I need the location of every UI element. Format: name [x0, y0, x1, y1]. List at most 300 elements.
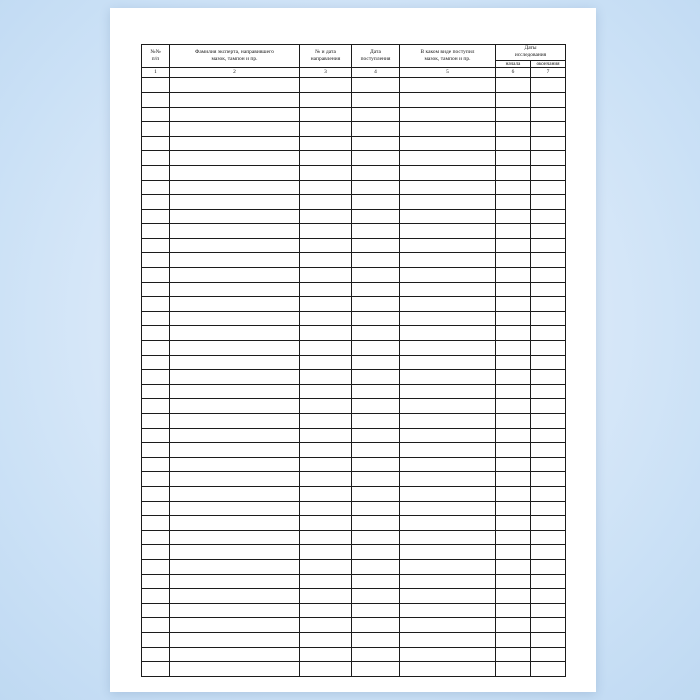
table-cell[interactable] — [400, 341, 496, 356]
table-row[interactable] — [142, 151, 566, 166]
table-row[interactable] — [142, 647, 566, 662]
table-cell[interactable] — [496, 253, 531, 268]
table-cell[interactable] — [142, 122, 170, 137]
table-cell[interactable] — [496, 209, 531, 224]
table-cell[interactable] — [496, 268, 531, 283]
table-row[interactable] — [142, 574, 566, 589]
table-cell[interactable] — [352, 399, 400, 414]
table-cell[interactable] — [352, 341, 400, 356]
table-cell[interactable] — [400, 662, 496, 677]
table-cell[interactable] — [300, 151, 352, 166]
table-cell[interactable] — [142, 662, 170, 677]
table-cell[interactable] — [170, 253, 300, 268]
table-cell[interactable] — [170, 618, 300, 633]
table-row[interactable] — [142, 297, 566, 312]
table-cell[interactable] — [170, 589, 300, 604]
table-cell[interactable] — [531, 574, 566, 589]
table-cell[interactable] — [400, 647, 496, 662]
table-row[interactable] — [142, 457, 566, 472]
table-cell[interactable] — [531, 472, 566, 487]
table-cell[interactable] — [142, 486, 170, 501]
table-cell[interactable] — [352, 122, 400, 137]
table-row[interactable] — [142, 78, 566, 93]
table-cell[interactable] — [352, 180, 400, 195]
table-cell[interactable] — [142, 311, 170, 326]
table-cell[interactable] — [400, 603, 496, 618]
table-cell[interactable] — [300, 545, 352, 560]
table-cell[interactable] — [400, 486, 496, 501]
table-cell[interactable] — [170, 501, 300, 516]
table-row[interactable] — [142, 443, 566, 458]
table-cell[interactable] — [400, 545, 496, 560]
table-cell[interactable] — [352, 384, 400, 399]
table-cell[interactable] — [142, 399, 170, 414]
table-cell[interactable] — [531, 632, 566, 647]
table-cell[interactable] — [170, 122, 300, 137]
table-cell[interactable] — [496, 603, 531, 618]
table-cell[interactable] — [531, 311, 566, 326]
table-cell[interactable] — [496, 414, 531, 429]
table-row[interactable] — [142, 92, 566, 107]
table-cell[interactable] — [142, 355, 170, 370]
table-cell[interactable] — [352, 574, 400, 589]
table-cell[interactable] — [170, 224, 300, 239]
table-cell[interactable] — [142, 151, 170, 166]
table-cell[interactable] — [531, 589, 566, 604]
table-cell[interactable] — [496, 326, 531, 341]
table-row[interactable] — [142, 311, 566, 326]
table-row[interactable] — [142, 384, 566, 399]
table-cell[interactable] — [352, 632, 400, 647]
table-row[interactable] — [142, 209, 566, 224]
table-cell[interactable] — [142, 530, 170, 545]
table-cell[interactable] — [352, 268, 400, 283]
table-cell[interactable] — [300, 589, 352, 604]
table-cell[interactable] — [300, 311, 352, 326]
table-cell[interactable] — [300, 384, 352, 399]
table-cell[interactable] — [352, 443, 400, 458]
table-row[interactable] — [142, 501, 566, 516]
table-cell[interactable] — [142, 516, 170, 531]
table-cell[interactable] — [531, 501, 566, 516]
table-cell[interactable] — [300, 501, 352, 516]
table-row[interactable] — [142, 545, 566, 560]
table-cell[interactable] — [352, 545, 400, 560]
table-cell[interactable] — [400, 180, 496, 195]
table-cell[interactable] — [352, 297, 400, 312]
table-cell[interactable] — [300, 107, 352, 122]
table-cell[interactable] — [496, 457, 531, 472]
table-cell[interactable] — [352, 209, 400, 224]
table-cell[interactable] — [352, 151, 400, 166]
table-cell[interactable] — [142, 92, 170, 107]
table-row[interactable] — [142, 238, 566, 253]
table-cell[interactable] — [400, 501, 496, 516]
table-cell[interactable] — [142, 428, 170, 443]
table-cell[interactable] — [300, 238, 352, 253]
table-cell[interactable] — [170, 443, 300, 458]
table-cell[interactable] — [170, 647, 300, 662]
table-cell[interactable] — [352, 589, 400, 604]
table-cell[interactable] — [496, 151, 531, 166]
table-cell[interactable] — [352, 282, 400, 297]
table-cell[interactable] — [300, 559, 352, 574]
table-cell[interactable] — [496, 92, 531, 107]
table-cell[interactable] — [496, 311, 531, 326]
table-row[interactable] — [142, 370, 566, 385]
table-cell[interactable] — [531, 326, 566, 341]
table-cell[interactable] — [142, 589, 170, 604]
table-cell[interactable] — [142, 238, 170, 253]
table-cell[interactable] — [170, 92, 300, 107]
table-cell[interactable] — [531, 414, 566, 429]
table-cell[interactable] — [170, 341, 300, 356]
table-cell[interactable] — [531, 107, 566, 122]
table-cell[interactable] — [531, 282, 566, 297]
table-cell[interactable] — [496, 559, 531, 574]
table-cell[interactable] — [352, 662, 400, 677]
table-cell[interactable] — [496, 122, 531, 137]
table-cell[interactable] — [400, 151, 496, 166]
table-cell[interactable] — [300, 165, 352, 180]
table-cell[interactable] — [531, 428, 566, 443]
table-cell[interactable] — [400, 589, 496, 604]
table-cell[interactable] — [352, 136, 400, 151]
table-cell[interactable] — [170, 603, 300, 618]
table-cell[interactable] — [531, 618, 566, 633]
table-cell[interactable] — [496, 297, 531, 312]
table-cell[interactable] — [142, 574, 170, 589]
table-cell[interactable] — [496, 501, 531, 516]
table-cell[interactable] — [300, 428, 352, 443]
table-cell[interactable] — [400, 355, 496, 370]
table-cell[interactable] — [496, 399, 531, 414]
table-cell[interactable] — [352, 165, 400, 180]
table-cell[interactable] — [170, 516, 300, 531]
table-cell[interactable] — [352, 516, 400, 531]
table-cell[interactable] — [170, 414, 300, 429]
table-cell[interactable] — [300, 209, 352, 224]
table-cell[interactable] — [170, 574, 300, 589]
table-cell[interactable] — [352, 530, 400, 545]
table-cell[interactable] — [142, 647, 170, 662]
table-cell[interactable] — [352, 107, 400, 122]
table-cell[interactable] — [170, 297, 300, 312]
table-cell[interactable] — [352, 603, 400, 618]
table-cell[interactable] — [496, 78, 531, 93]
table-cell[interactable] — [400, 209, 496, 224]
table-cell[interactable] — [352, 647, 400, 662]
table-cell[interactable] — [531, 341, 566, 356]
table-cell[interactable] — [400, 195, 496, 210]
table-cell[interactable] — [352, 253, 400, 268]
table-cell[interactable] — [496, 195, 531, 210]
table-row[interactable] — [142, 559, 566, 574]
table-cell[interactable] — [352, 195, 400, 210]
table-cell[interactable] — [170, 180, 300, 195]
table-cell[interactable] — [531, 297, 566, 312]
table-cell[interactable] — [352, 224, 400, 239]
table-cell[interactable] — [300, 122, 352, 137]
table-cell[interactable] — [400, 311, 496, 326]
table-cell[interactable] — [142, 545, 170, 560]
table-cell[interactable] — [142, 501, 170, 516]
table-cell[interactable] — [352, 326, 400, 341]
table-cell[interactable] — [170, 545, 300, 560]
table-cell[interactable] — [496, 632, 531, 647]
table-row[interactable] — [142, 662, 566, 677]
table-cell[interactable] — [496, 530, 531, 545]
table-cell[interactable] — [142, 107, 170, 122]
table-cell[interactable] — [170, 238, 300, 253]
table-cell[interactable] — [531, 516, 566, 531]
table-cell[interactable] — [300, 355, 352, 370]
table-cell[interactable] — [300, 282, 352, 297]
table-cell[interactable] — [400, 268, 496, 283]
table-row[interactable] — [142, 341, 566, 356]
table-cell[interactable] — [496, 618, 531, 633]
table-cell[interactable] — [531, 253, 566, 268]
table-cell[interactable] — [400, 516, 496, 531]
table-cell[interactable] — [142, 165, 170, 180]
table-cell[interactable] — [142, 414, 170, 429]
table-cell[interactable] — [400, 399, 496, 414]
table-cell[interactable] — [300, 78, 352, 93]
table-cell[interactable] — [142, 370, 170, 385]
table-cell[interactable] — [496, 516, 531, 531]
table-row[interactable] — [142, 107, 566, 122]
table-cell[interactable] — [531, 486, 566, 501]
table-cell[interactable] — [300, 516, 352, 531]
table-row[interactable] — [142, 399, 566, 414]
table-cell[interactable] — [300, 443, 352, 458]
table-row[interactable] — [142, 268, 566, 283]
table-cell[interactable] — [170, 632, 300, 647]
table-row[interactable] — [142, 122, 566, 137]
table-cell[interactable] — [496, 428, 531, 443]
table-cell[interactable] — [531, 662, 566, 677]
table-cell[interactable] — [142, 268, 170, 283]
table-cell[interactable] — [300, 92, 352, 107]
table-cell[interactable] — [300, 414, 352, 429]
table-cell[interactable] — [496, 472, 531, 487]
table-cell[interactable] — [531, 647, 566, 662]
table-cell[interactable] — [352, 311, 400, 326]
table-cell[interactable] — [170, 559, 300, 574]
table-cell[interactable] — [531, 92, 566, 107]
table-cell[interactable] — [531, 355, 566, 370]
table-cell[interactable] — [300, 632, 352, 647]
table-cell[interactable] — [352, 238, 400, 253]
table-cell[interactable] — [531, 457, 566, 472]
table-cell[interactable] — [496, 180, 531, 195]
table-cell[interactable] — [142, 282, 170, 297]
table-cell[interactable] — [170, 472, 300, 487]
table-cell[interactable] — [300, 341, 352, 356]
table-cell[interactable] — [400, 282, 496, 297]
table-cell[interactable] — [142, 224, 170, 239]
table-cell[interactable] — [496, 355, 531, 370]
table-cell[interactable] — [300, 662, 352, 677]
table-cell[interactable] — [531, 224, 566, 239]
table-row[interactable] — [142, 603, 566, 618]
table-cell[interactable] — [400, 559, 496, 574]
table-cell[interactable] — [142, 457, 170, 472]
table-cell[interactable] — [496, 165, 531, 180]
table-cell[interactable] — [352, 355, 400, 370]
table-row[interactable] — [142, 472, 566, 487]
table-cell[interactable] — [300, 268, 352, 283]
table-cell[interactable] — [400, 370, 496, 385]
table-cell[interactable] — [170, 209, 300, 224]
table-cell[interactable] — [531, 268, 566, 283]
table-cell[interactable] — [352, 428, 400, 443]
table-cell[interactable] — [142, 472, 170, 487]
table-cell[interactable] — [352, 559, 400, 574]
table-row[interactable] — [142, 355, 566, 370]
table-cell[interactable] — [531, 530, 566, 545]
table-cell[interactable] — [300, 530, 352, 545]
table-cell[interactable] — [400, 78, 496, 93]
table-cell[interactable] — [170, 355, 300, 370]
table-cell[interactable] — [142, 136, 170, 151]
table-cell[interactable] — [400, 326, 496, 341]
table-cell[interactable] — [531, 399, 566, 414]
table-cell[interactable] — [531, 78, 566, 93]
table-cell[interactable] — [170, 268, 300, 283]
table-cell[interactable] — [400, 414, 496, 429]
table-cell[interactable] — [170, 662, 300, 677]
table-cell[interactable] — [300, 618, 352, 633]
table-row[interactable] — [142, 428, 566, 443]
table-cell[interactable] — [496, 136, 531, 151]
table-cell[interactable] — [300, 457, 352, 472]
table-row[interactable] — [142, 516, 566, 531]
table-cell[interactable] — [142, 326, 170, 341]
table-cell[interactable] — [531, 370, 566, 385]
table-cell[interactable] — [352, 78, 400, 93]
table-cell[interactable] — [531, 122, 566, 137]
table-cell[interactable] — [531, 603, 566, 618]
table-cell[interactable] — [300, 370, 352, 385]
table-cell[interactable] — [531, 195, 566, 210]
table-cell[interactable] — [142, 384, 170, 399]
table-cell[interactable] — [531, 180, 566, 195]
table-cell[interactable] — [531, 209, 566, 224]
table-cell[interactable] — [300, 486, 352, 501]
table-cell[interactable] — [496, 238, 531, 253]
table-cell[interactable] — [400, 530, 496, 545]
table-cell[interactable] — [300, 136, 352, 151]
table-cell[interactable] — [352, 486, 400, 501]
table-cell[interactable] — [531, 545, 566, 560]
table-cell[interactable] — [300, 472, 352, 487]
table-cell[interactable] — [300, 297, 352, 312]
table-cell[interactable] — [142, 195, 170, 210]
table-cell[interactable] — [170, 136, 300, 151]
table-row[interactable] — [142, 618, 566, 633]
table-row[interactable] — [142, 165, 566, 180]
table-cell[interactable] — [170, 428, 300, 443]
table-cell[interactable] — [170, 326, 300, 341]
table-cell[interactable] — [142, 341, 170, 356]
table-cell[interactable] — [142, 559, 170, 574]
table-cell[interactable] — [300, 180, 352, 195]
table-cell[interactable] — [170, 107, 300, 122]
table-cell[interactable] — [400, 457, 496, 472]
table-row[interactable] — [142, 530, 566, 545]
table-cell[interactable] — [142, 180, 170, 195]
table-cell[interactable] — [400, 136, 496, 151]
table-cell[interactable] — [496, 589, 531, 604]
table-cell[interactable] — [400, 92, 496, 107]
table-cell[interactable] — [400, 165, 496, 180]
table-cell[interactable] — [496, 662, 531, 677]
table-cell[interactable] — [531, 559, 566, 574]
table-cell[interactable] — [300, 253, 352, 268]
table-cell[interactable] — [400, 238, 496, 253]
table-cell[interactable] — [496, 443, 531, 458]
table-cell[interactable] — [142, 618, 170, 633]
table-row[interactable] — [142, 326, 566, 341]
table-cell[interactable] — [300, 195, 352, 210]
table-row[interactable] — [142, 224, 566, 239]
table-cell[interactable] — [142, 603, 170, 618]
table-cell[interactable] — [170, 151, 300, 166]
table-cell[interactable] — [400, 253, 496, 268]
table-cell[interactable] — [300, 224, 352, 239]
table-row[interactable] — [142, 180, 566, 195]
table-cell[interactable] — [142, 209, 170, 224]
table-cell[interactable] — [531, 384, 566, 399]
table-cell[interactable] — [496, 224, 531, 239]
table-cell[interactable] — [170, 384, 300, 399]
table-row[interactable] — [142, 195, 566, 210]
table-cell[interactable] — [531, 443, 566, 458]
table-cell[interactable] — [496, 545, 531, 560]
table-cell[interactable] — [170, 311, 300, 326]
table-cell[interactable] — [496, 282, 531, 297]
table-cell[interactable] — [400, 472, 496, 487]
table-cell[interactable] — [170, 165, 300, 180]
table-cell[interactable] — [531, 136, 566, 151]
table-cell[interactable] — [400, 443, 496, 458]
table-cell[interactable] — [300, 399, 352, 414]
table-cell[interactable] — [400, 107, 496, 122]
table-cell[interactable] — [352, 618, 400, 633]
table-row[interactable] — [142, 632, 566, 647]
table-cell[interactable] — [300, 647, 352, 662]
table-cell[interactable] — [352, 370, 400, 385]
table-cell[interactable] — [496, 486, 531, 501]
table-cell[interactable] — [352, 92, 400, 107]
table-cell[interactable] — [352, 414, 400, 429]
table-cell[interactable] — [300, 574, 352, 589]
table-cell[interactable] — [352, 501, 400, 516]
table-cell[interactable] — [170, 370, 300, 385]
table-cell[interactable] — [496, 384, 531, 399]
table-cell[interactable] — [142, 78, 170, 93]
table-cell[interactable] — [142, 443, 170, 458]
table-cell[interactable] — [400, 428, 496, 443]
table-cell[interactable] — [300, 326, 352, 341]
table-row[interactable] — [142, 414, 566, 429]
table-cell[interactable] — [400, 632, 496, 647]
table-cell[interactable] — [300, 603, 352, 618]
table-cell[interactable] — [400, 384, 496, 399]
table-row[interactable] — [142, 136, 566, 151]
table-cell[interactable] — [170, 78, 300, 93]
